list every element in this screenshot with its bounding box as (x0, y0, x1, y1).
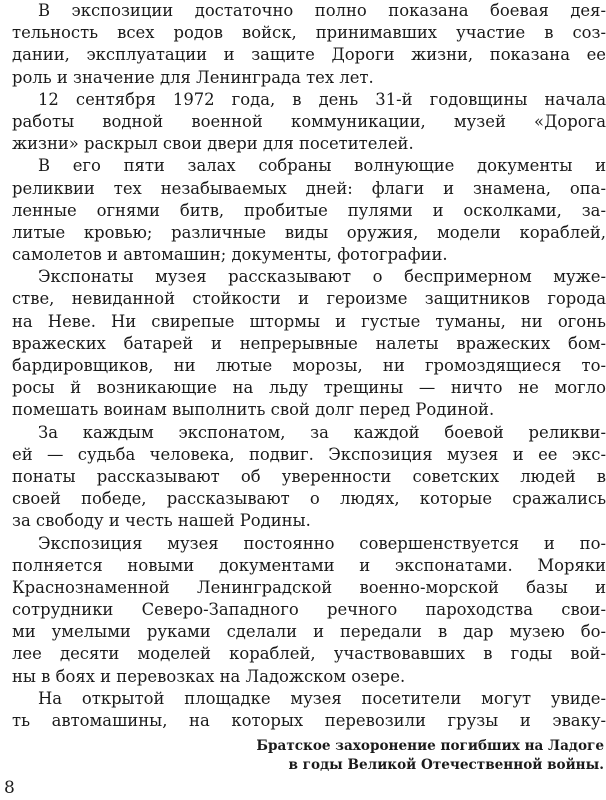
text-line: понаты рассказывают об уверенности советских людей в (12, 466, 606, 486)
text-line: литые кровью; различные виды оружия, модели кораблей, (12, 222, 606, 242)
text-line: реликвии тех незабываемых дней: флаги и знамена, опа- (12, 178, 606, 198)
text-line: В экспозиции достаточно полно показана боевая дея- (38, 1, 606, 20)
text-line: 12 сентября 1972 года, в день 31-й годовщины начала (38, 89, 606, 109)
text-line: работы водной военной коммуникации, музей «Дорога (12, 111, 606, 131)
caption-line-1: Братское захоронение погибших на Ладоге (256, 738, 604, 754)
text-line: Экспозиция музея постоянно совершенствуется и по- (38, 533, 606, 553)
text-line: ленные огнями битв, пробитые пулями и осколками, за- (12, 200, 606, 220)
text-line: сотрудники Северо-Западного речного пароходства свои- (12, 600, 606, 620)
caption-line-2: в годы Великой Отечественной войны. (288, 757, 604, 773)
text-line: на Неве. Ни свирепые штормы и густые туманы, ни огонь (12, 311, 606, 331)
text-line: ей — судьба человека, подвиг. Экспозиция музея и ее экс- (12, 444, 606, 464)
text-line: бардировщиков, ни лютые морозы, ни громоздящиеся то- (12, 356, 606, 375)
body-text (12, 0, 606, 732)
text-line: самолетов и автомашин; документы, фотографии. (12, 245, 448, 265)
text-line: ми умелыми руками сделали и передали в дар музею бо- (12, 622, 606, 642)
text-line: за свободу и честь нашей Родины. (12, 511, 311, 531)
text-line: полняется новыми документами и экспонатами. Моряки (12, 555, 606, 575)
text-line: своей победе, рассказывают о людях, которые сражались (12, 489, 606, 509)
text-line: В его пяти залах собраны волнующие документы и (38, 156, 606, 176)
text-line: роль и значение для Ленинграда тех лет. (12, 67, 374, 87)
text-line: тельность всех родов войск, принимавших участие в соз- (12, 23, 606, 43)
text-line: Экспонаты музея рассказывают о беспримерном муже- (38, 267, 606, 287)
text-line: жизни» раскрыл свои двери для посетителей. (12, 134, 414, 154)
text-line: лее десяти моделей кораблей, участвовавших в годы вой- (12, 644, 606, 664)
text-line: стве, невиданной стойкости и героизме защитников города (12, 289, 606, 309)
text-line: На открытой площадке музея посетители могут увиде- (38, 688, 606, 708)
text-line: росы й возникающие на льду трещины — ничто не могло (12, 378, 606, 398)
text-line: Краснознаменной Ленинградской военно-морской базы и (12, 577, 606, 597)
text-line: За каждым экспонатом, за каждой боевой реликви- (38, 422, 606, 442)
page-number: 8 (4, 778, 15, 798)
text-line: вражеских батарей и непрерывные налеты вражеских бом- (12, 333, 606, 353)
photo-caption (184, 737, 604, 775)
text-line: ны в боях и перевозках на Ладожском озере. (12, 666, 406, 686)
text-line: дании, эксплуатации и защите Дороги жизни, показана ее (12, 45, 606, 65)
text-line: ть автомашины, на которых перевозили грузы и эваку- (12, 711, 606, 730)
text-line: помешать воинам выполнить свой долг перед Родиной. (12, 400, 495, 420)
